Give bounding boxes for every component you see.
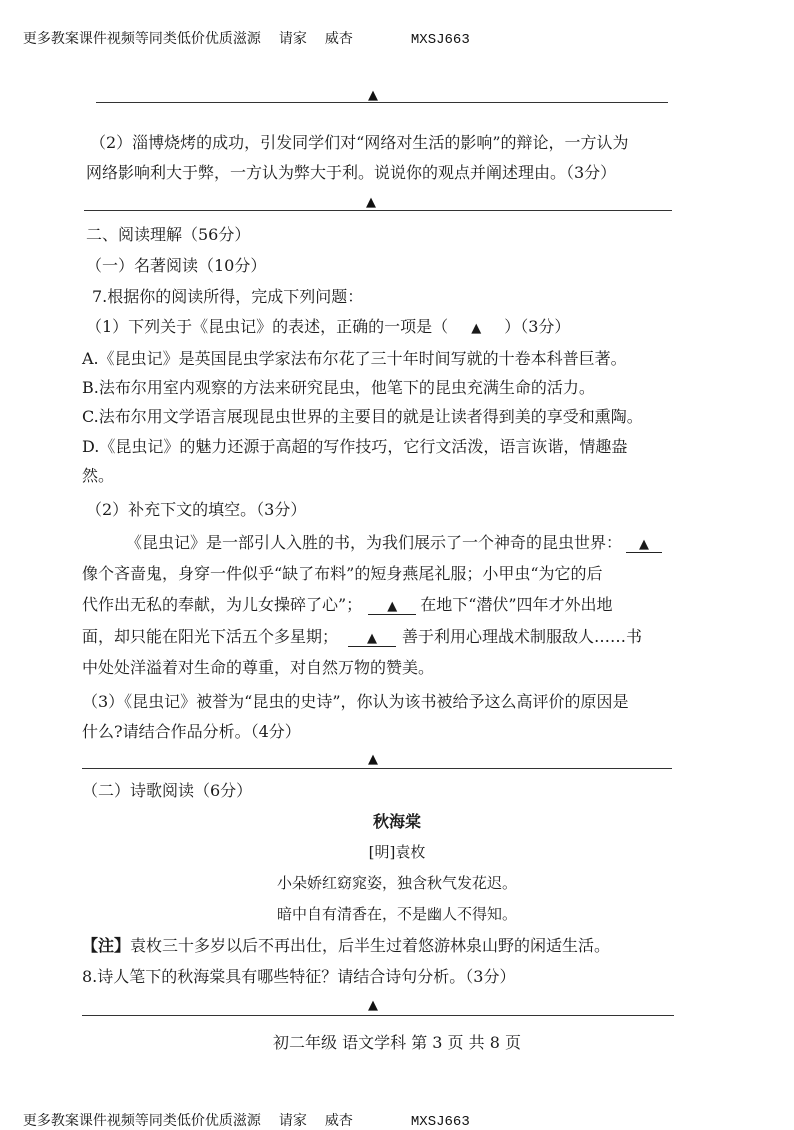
answer-mark: ▲ (368, 88, 378, 103)
q7-2-p4b: 善于利用心理战术制服敌人……书 (402, 627, 643, 646)
header-name: 威杏 (324, 31, 353, 47)
header-contact: 请家 (278, 31, 307, 47)
poem-line-1: 小朵娇红窈窕姿，独含秋气发花迟。 (276, 874, 517, 892)
header-code: MXSJ663 (410, 32, 470, 48)
q7-2-para-line4 (82, 624, 642, 647)
answer-mark: ▲ (366, 195, 376, 210)
page-header-bottom (14, 1094, 488, 1130)
q7-1-stem (86, 314, 570, 337)
header-promo: 更多教案课件视频等同类低价优质滋源 (22, 31, 261, 47)
q7-2-p3b: 在地下“潜伏”四年才外出地 (420, 595, 613, 614)
section2-title: 二、阅读理解（56分） (86, 225, 251, 244)
answer-line (82, 1015, 674, 1016)
answer-mark: ▲ (368, 752, 378, 767)
q7-2-stem: （2）补充下文的填空。（3分） (86, 500, 307, 519)
part1-title: （一）名著阅读（10分） (86, 256, 267, 275)
answer-mark: ▲ (368, 998, 378, 1013)
q7-1-stem-before: （1）下列关于《昆虫记》的表述，正确的一项是（ (86, 317, 449, 336)
page-number: 初二年级 语文学科 第 3 页 共 8 页 (273, 1033, 521, 1052)
q6-2-line2: 网络影响利大于弊，一方认为弊大于利。说说你的观点并阐述理由。（3分） (86, 163, 617, 182)
header-name: 威杏 (324, 1113, 353, 1129)
q7-2-p3a: 代作出无私的奉献，为儿女操碎了心”； (82, 595, 363, 614)
q8-stem: 8.诗人笔下的秋海棠具有哪些特征？请结合诗句分析。（3分） (82, 967, 516, 986)
answer-mark: ▲ (471, 321, 482, 336)
note-label: 【注】 (82, 936, 131, 955)
q7-2-p2: 像个吝啬鬼，身穿一件似乎“缺了布料”的短身燕尾礼服；小甲虫“为它的后 (82, 564, 603, 583)
q7-option-b: B.法布尔用室内观察的方法来研究昆虫，他笔下的昆虫充满生命的活力。 (82, 378, 595, 397)
answer-line (82, 768, 672, 769)
answer-line (96, 102, 668, 103)
header-promo: 更多教案课件视频等同类低价优质滋源 (22, 1113, 261, 1129)
page-header-top (14, 12, 488, 48)
q7-3-line2: 什么?请结合作品分析。（4分） (82, 722, 301, 741)
q7-1-stem-after: ）（3分） (504, 317, 571, 336)
answer-blank: ▲ (368, 600, 416, 615)
q7-option-a: A.《昆虫记》是英国昆虫学家法布尔花了三十年时间写就的十卷本科普巨著。 (82, 349, 627, 368)
q6-2-line1: （2）淄博烧烤的成功，引发同学们对“网络对生活的影响”的辩论，一方认为 (90, 133, 629, 152)
q7-option-d: D.《昆虫记》的魅力还源于高超的写作技巧，它行文活泼，语言诙谐，情趣盎 (82, 437, 628, 456)
q7-2-p1: 《昆虫记》是一部引人入胜的书，为我们展示了一个神奇的昆虫世界： (126, 533, 623, 552)
q7-2-para-line3 (82, 592, 613, 615)
answer-blank: ▲ (348, 632, 396, 647)
poem-author: [明]袁枚 (368, 843, 426, 861)
header-code: MXSJ663 (410, 1114, 470, 1130)
poem-title: 秋海棠 (372, 812, 421, 831)
poem-note (82, 933, 610, 956)
poem-line-2: 暗中自有清香在，不是幽人不得知。 (276, 905, 517, 923)
part2-title: （二）诗歌阅读（6分） (82, 781, 253, 800)
answer-line (84, 210, 672, 211)
q7-3-line1: （3）《昆虫记》被誉为“昆虫的史诗”，你认为该书被给予这么高评价的原因是 (82, 692, 629, 711)
q7-option-d-cont: 然。 (82, 466, 115, 485)
q7-option-c: C.法布尔用文学语言展现昆虫世界的主要目的就是让读者得到美的享受和熏陶。 (82, 407, 643, 426)
q7-2-para-line1 (126, 530, 662, 553)
q7-2-p5: 中处处洋溢着对生命的尊重，对自然万物的赞美。 (82, 658, 435, 677)
q7-stem: 7.根据你的阅读所得，完成下列问题： (92, 287, 364, 306)
header-contact: 请家 (278, 1113, 307, 1129)
note-text: 袁枚三十多岁以后不再出仕，后半生过着悠游林泉山野的闲适生活。 (130, 936, 611, 955)
answer-blank: ▲ (626, 538, 662, 553)
q7-2-p4a: 面，却只能在阳光下活五个多星期； (82, 627, 339, 646)
